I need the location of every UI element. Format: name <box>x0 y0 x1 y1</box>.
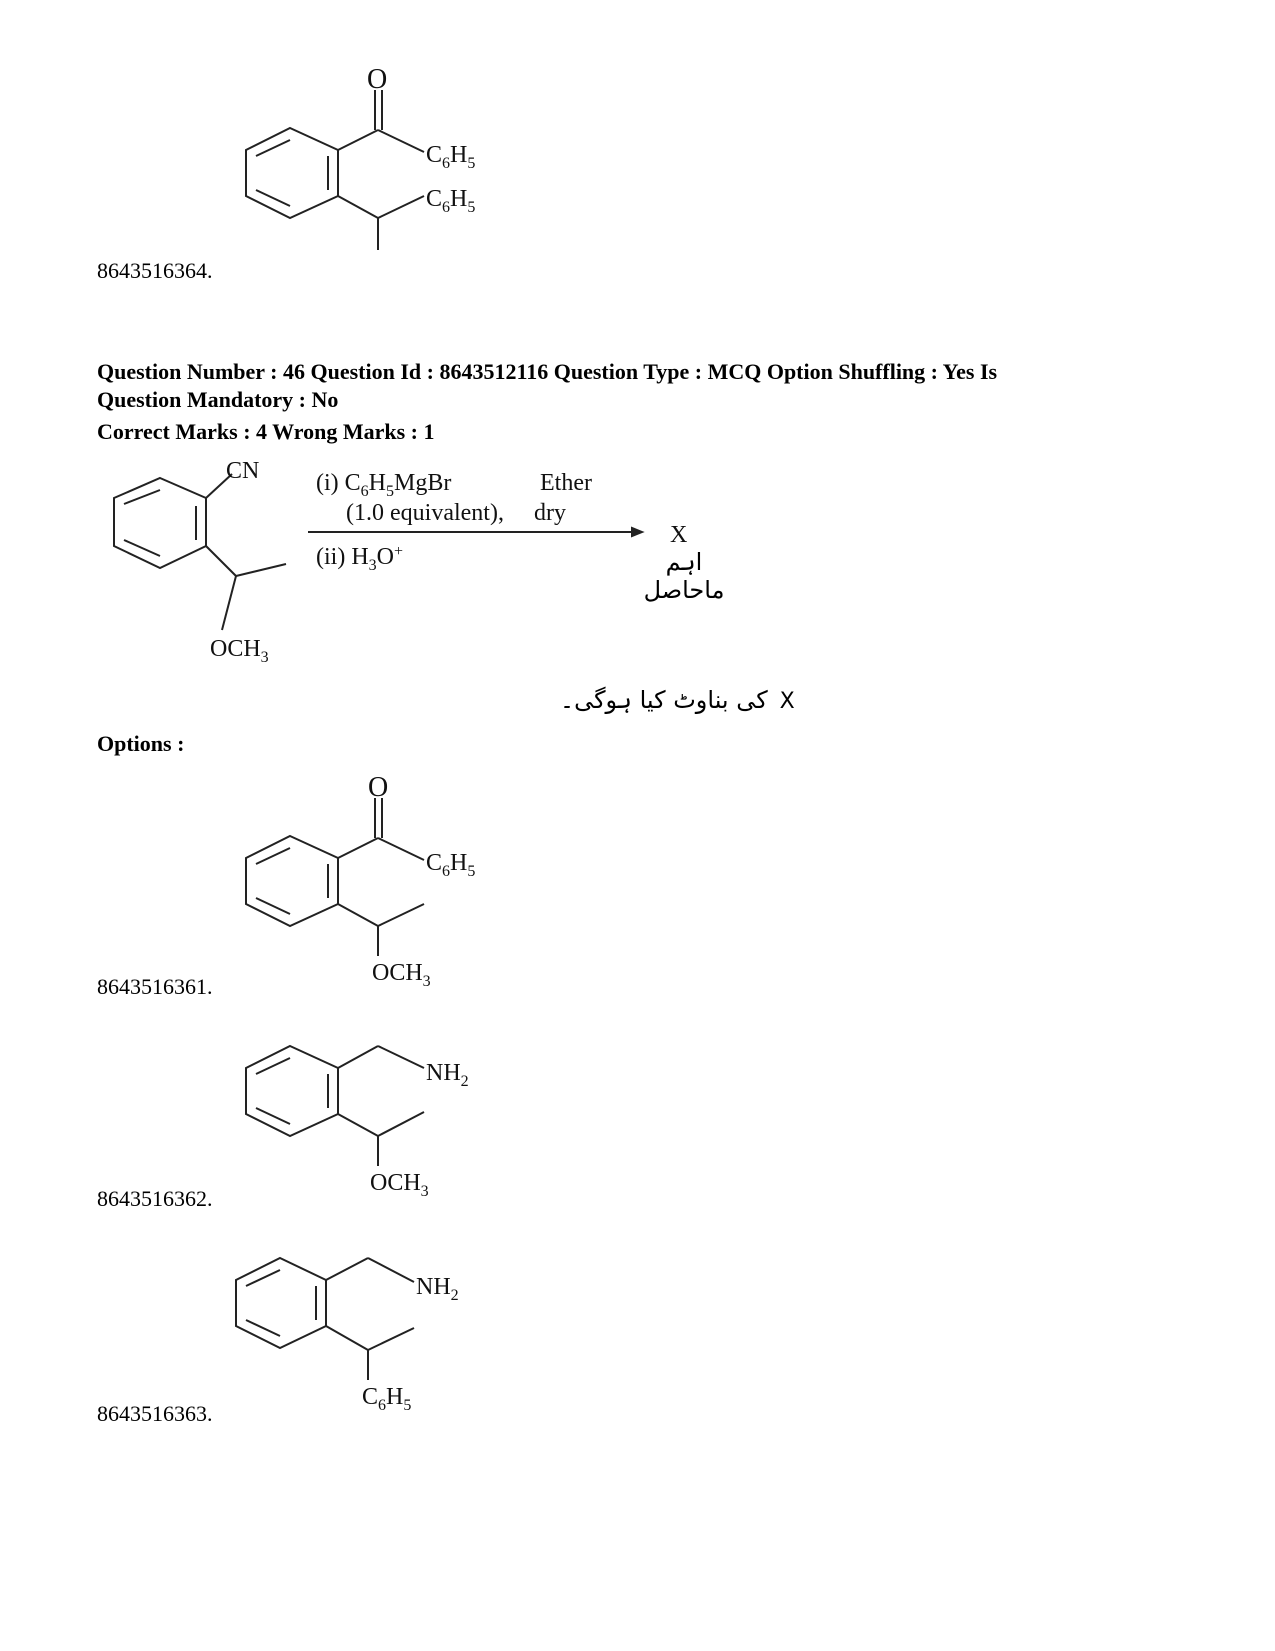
reaction-arrowhead <box>632 528 642 536</box>
amino-label: $NH_2$ <box>416 1274 459 1304</box>
solvent-ether: Ether <box>540 470 592 496</box>
option-2-id[interactable]: 8643516362. <box>97 1186 213 1211</box>
question-prompt <box>560 686 795 714</box>
benzene-ring <box>246 836 338 926</box>
phenyl-label: $C_6H_5$ <box>426 850 476 880</box>
benzene-ring <box>246 1046 338 1136</box>
question-prompt-urdu: کی بناوٹ کیا ہوگی۔ <box>560 686 768 714</box>
oxygen-label: O <box>367 64 388 95</box>
phenyl-label-1: $C_6H_5$ <box>426 142 476 172</box>
question-header-line1: Question Number : 46 Question Id : 8643512116 Question Type : MCQ Option Shuffling : Yes Is <box>97 359 998 384</box>
benzene-ring <box>246 128 338 218</box>
oxygen-label: O <box>368 772 389 803</box>
product-x: X <box>670 522 688 548</box>
reagent-step1: (i) $C_6H_5MgBr$ <box>316 470 452 500</box>
phenyl-label-2: $C_6H_5$ <box>426 186 476 216</box>
phenyl-label: $C_6H_5$ <box>362 1384 412 1414</box>
solvent-dry: dry <box>534 500 566 526</box>
options-label: Options : <box>97 731 185 756</box>
product-urdu-label: اہم ماحاصل <box>643 548 725 604</box>
option-3-id[interactable]: 8643516363. <box>97 1401 213 1426</box>
methoxy-label: $OCH_3$ <box>210 636 269 666</box>
cyano-label: CN <box>226 458 260 484</box>
benzene-ring <box>114 478 206 568</box>
option-1-id[interactable]: 8643516361. <box>97 974 213 999</box>
question-prompt-x: X <box>779 689 795 714</box>
methoxy-label: $OCH_3$ <box>370 1170 429 1200</box>
reagent-equivalent: (1.0 equivalent), <box>346 500 504 526</box>
methoxy-label: $OCH_3$ <box>372 960 431 990</box>
benzene-ring <box>236 1258 326 1348</box>
prev-option-id: 8643516364. <box>97 258 213 283</box>
question-marks: Correct Marks : 4 Wrong Marks : 1 <box>97 419 435 444</box>
amino-label: $NH_2$ <box>426 1060 469 1090</box>
reagent-step2: (ii) $H_3O^+$ <box>316 543 404 574</box>
question-header-line2: Question Mandatory : No <box>97 387 339 412</box>
question-header <box>97 358 1177 414</box>
